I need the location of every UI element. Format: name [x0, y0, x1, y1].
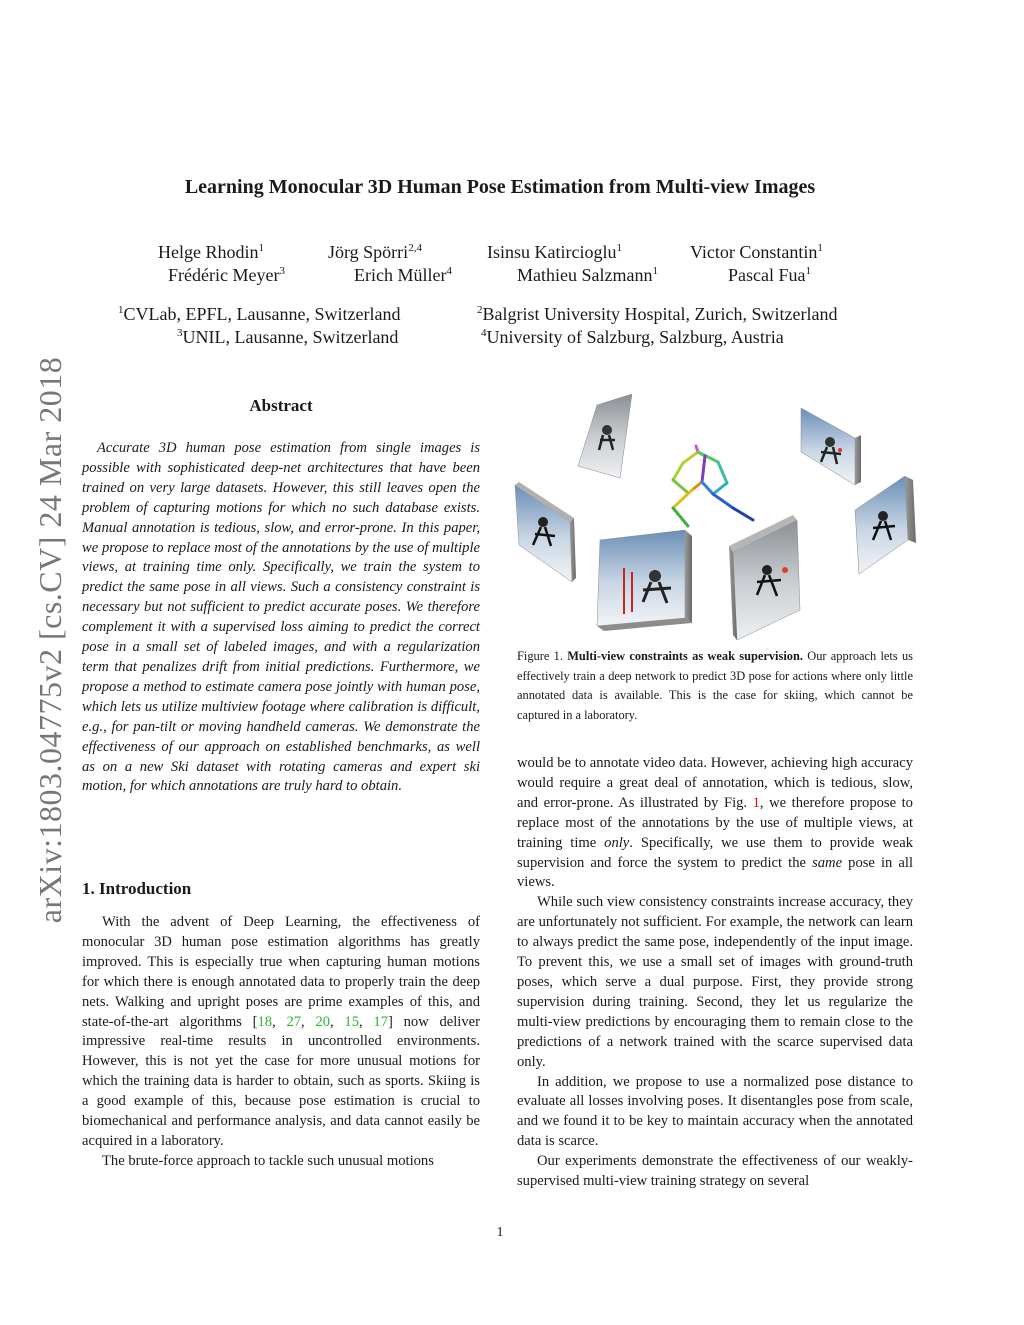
paragraph: Our experiments demonstrate the effectiveness of our weakly-supervised multi-view training strategy on several	[517, 1153, 913, 1190]
affiliation: $^2$Balgrist University Hospital, Zurich, Switzerland	[477, 304, 838, 324]
paper-title: Learning Monocular 3D Human Pose Estimation from Multi-view Images	[184, 176, 816, 198]
citation-link[interactable]: 20	[315, 1013, 331, 1030]
citation-link[interactable]: 18	[257, 1013, 273, 1030]
arxiv-identifier: arXiv:1803.04775v2 [cs.CV] 24 Mar 2018	[32, 356, 68, 924]
author: Pascal Fua$^1$	[728, 265, 811, 285]
camera-view-panel	[578, 394, 632, 478]
affiliation: $^1$CVLab, EPFL, Lausanne, Switzerland	[118, 304, 401, 324]
figure-link[interactable]: 1	[752, 794, 760, 811]
paragraph: While such view consistency constraints increase accuracy, they are unfortunately not sufficient. For example, the network can learn to always predict the same pose, independently of the input image. To prevent this, we use a small set of images with ground-truth poses, which serve a dual purpose. First, they provide strong supervision during training. Second, they let us regularize the multi-view predictions by encouraging them to remain close to the predictions of a network trained with the scarce supervised data only.	[517, 894, 913, 1070]
figure-multiview-illustration	[505, 390, 925, 640]
citation-link[interactable]: 27	[286, 1013, 302, 1030]
citation-link[interactable]: 17	[373, 1013, 388, 1030]
author: Erich Müller$^4$	[354, 265, 452, 285]
3d-pose-skeleton	[673, 446, 753, 526]
author: Victor Constantin$^1$	[690, 242, 823, 262]
camera-view-panel	[729, 515, 800, 640]
camera-view-panel	[515, 482, 576, 582]
figure-caption: Figure 1. Multi-view constraints as weak supervision. Our approach lets us effectively train a deep network to predict 3D pose for actions where only little annotated data is available. This is the case for skiing, which cannot be captured in a laboratory.	[517, 649, 914, 722]
affiliation: $^4$University of Salzburg, Salzburg, Austria	[481, 327, 784, 347]
left-column-text	[82, 913, 480, 1172]
paragraph: With the advent of Deep Learning, the effectiveness of monocular 3D human pose estimation algorithms has greatly improved. This is especially true when capturing human motions for which there is enough annotated data to properly train the deep nets. Walking and upright poses are prime examples of this, and state-of-the-art algorithms [18, 27, 20, 15, 17] now deliver impressive real-time results in uncontrolled environments. However, this is not yet the case for more unusual motions for which the training data is harder to obtain, such as sports. Skiing is a good example of this, because pose estimation is crucial to biomechanical and performance analysis, and data cannot easily be acquired in a laboratory.	[82, 914, 480, 1149]
author: Isinsu Katircioglu$^1$	[487, 242, 622, 262]
camera-view-panel	[801, 408, 861, 485]
citation-link[interactable]: 15	[344, 1013, 360, 1030]
camera-view-panel	[597, 530, 692, 631]
abstract-text: Accurate 3D human pose estimation from single images is possible with sophisticated deep-net architectures that have been trained on very large datasets. However, this still leaves open the problem of capturing motions for which no such database exists. Manual annotation is tedious, slow, and error-prone. In this paper, we propose to replace most of the annotations by the use of multiple views, at training time only. Specifically, we train the system to predict the same pose in all views. Such a consistency constraint is necessary but not sufficient to predict accurate poses. We therefore complement it with a supervised loss aiming to predict the correct pose in a small set of labeled images, and with a regularization term that penalizes drift from initial predictions. Furthermore, we propose a method to estimate camera pose jointly with human pose, which lets us utilize multiview footage where calibration is difficult, e.g., for pan-tilt or moving handheld cameras. We demonstrate the effectiveness of our approach on established benchmarks, as well as on a new Ski dataset with rotating cameras and expert ski motion, for which annotations are truly hard to obtain.	[82, 440, 480, 795]
abstract-heading: Abstract	[249, 396, 313, 415]
paragraph: would be to annotate video data. However, achieving high accuracy would require a great deal of annotation, which is tedious, slow, and error-prone. As illustrated by Fig. 1, we therefore propose to replace most of the annotations by the use of multiple views, at training time only. Specifically, we use them to provide weak supervision and force the system to predict the same pose in all views.	[517, 755, 913, 891]
author: Helge Rhodin$^1$	[158, 242, 264, 262]
author: Mathieu Salzmann$^1$	[517, 265, 658, 285]
camera-view-panel	[855, 476, 916, 574]
page-number: 1	[496, 1225, 504, 1240]
paragraph: The brute-force approach to tackle such unusual motions	[102, 1152, 434, 1169]
author: Frédéric Meyer$^3$	[168, 265, 285, 285]
author: Jörg Spörri$^{2,4}$	[328, 242, 422, 262]
affiliation: $^3$UNIL, Lausanne, Switzerland	[177, 327, 399, 347]
right-column-text	[517, 754, 913, 1192]
paragraph: In addition, we propose to use a normalized pose distance to evaluate all losses involving poses. It disentangles pose from scale, and we found it to be key to maintain accuracy when the annotated data is scarce.	[517, 1073, 913, 1150]
section-heading: 1. Introduction	[82, 879, 192, 898]
